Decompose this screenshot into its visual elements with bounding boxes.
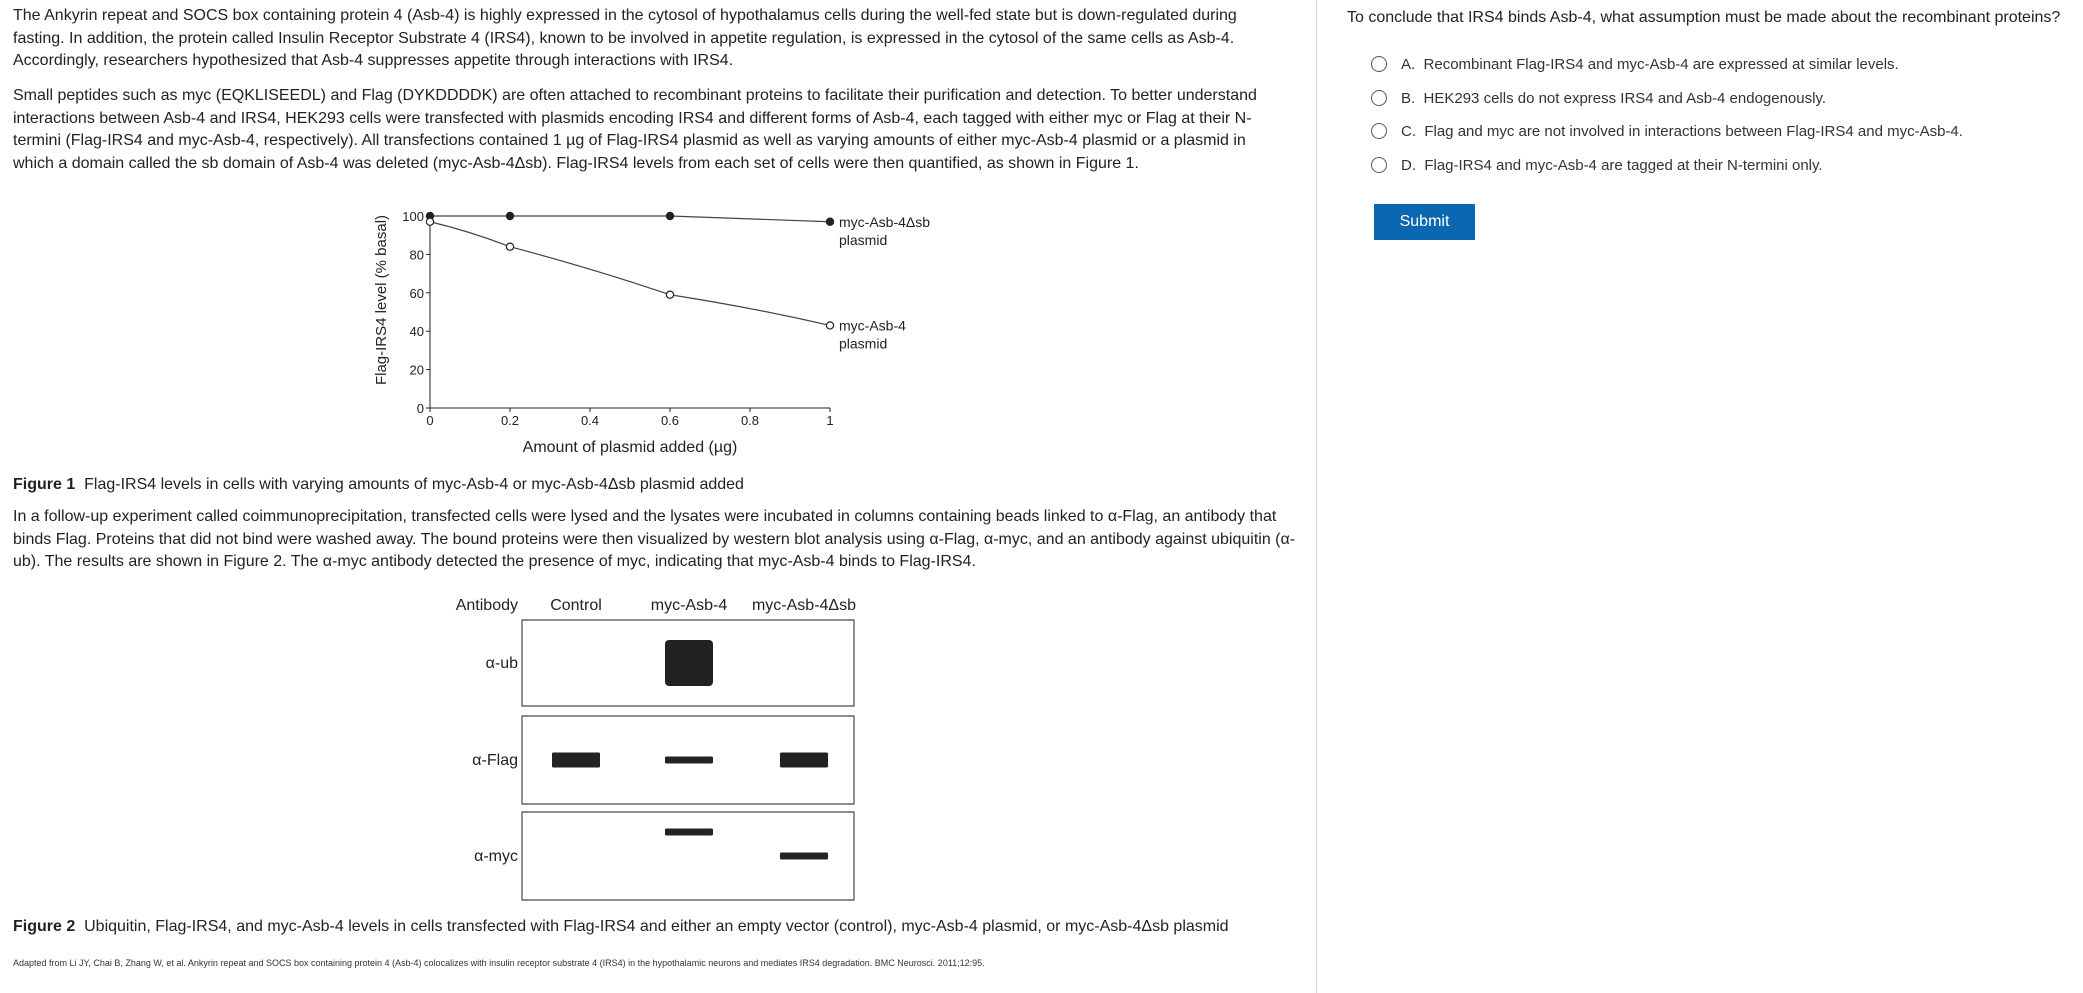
passage-paragraph-1: The Ankyrin repeat and SOCS box containing protein 4 (Asb-4) is highly expressed in the cytosol of hypothalamus cells during the well-fed state but is down-regulated during fasting. In addition, the protein called Insulin Receptor Substrate 4 (IRS4), known to be involved in appetite regulation, is expressed in the cytosol of the same cells as Asb-4. Accordingly, researchers hypothesized that Asb-4 suppresses appetite through interactions with IRS4.: [13, 7, 1237, 69]
blot-band: [665, 829, 713, 836]
series-label-line-2: plasmid: [839, 231, 888, 248]
y-tick-label: 80: [409, 247, 424, 263]
blot-band: [665, 757, 713, 764]
answer-option-b-text: B. HEK293 cells do not express IRS4 and Asb-4 endogenously.: [1401, 89, 1827, 107]
passage-paragraph-2: Small peptides such as myc (EQKLISEEDL) and Flag (DYKDDDDK) are often attached to recombinant proteins to facilitate their purification and detection. To better understand interactions between Asb-4 and IRS4, HEK293 cells were transfected with plasmids encoding IRS4 and different forms of Asb-4, each tagged with either myc or Flag at their N-termini (Flag-IRS4 and myc-Asb-4, respectively). All transfections contained 1 µg of Flag-IRS4 plasmid as well as varying amounts of either myc-Asb-4 plasmid or a plasmid in which a domain called the sb domain of Asb-4 was deleted (myc-Asb-4Δsb). Flag-IRS4 levels from each set of cells were then quantified, as shown in Figure 1.: [13, 87, 1257, 172]
blot-antibody-label: α-ub: [485, 655, 518, 672]
data-point: [826, 322, 833, 329]
data-point: [506, 212, 513, 219]
series-label: myc-Asb-4: [839, 317, 906, 334]
figure-1-label: Figure 1: [13, 476, 76, 493]
citation: Adapted from Li JY, Chai B, Zhang W, et al. Ankyrin repeat and SOCS box containing protein 4 (Asb-4) colocalizes with insulin receptor substrate 4 (IRS4) in the hypothalamic neurons and mediates IRS4 degradation. BMC Neurosci. 2011;12:95.: [13, 958, 985, 968]
question-pane: [1317, 0, 2083, 993]
blot-band: [552, 753, 600, 768]
data-point: [506, 243, 513, 250]
blot-antibody-label: α-myc: [474, 848, 518, 865]
blot-header-antibody: Antibody: [455, 597, 518, 614]
figure-1-caption: [13, 474, 744, 496]
x-tick-label: 1: [826, 413, 834, 428]
series-label: myc-Asb-4Δsb: [839, 213, 931, 230]
x-tick-label: 0.2: [500, 413, 520, 428]
blot-band: [780, 853, 828, 860]
radio-button-b[interactable]: [1371, 90, 1387, 106]
passage-paragraph-3: In a follow-up experiment called coimmunoprecipitation, transfected cells were lysed and the lysates were incubated in columns containing beads linked to α-Flag, an antibody that binds Flag. Proteins that did not bind were washed away. The bound proteins were then visualized by western blot analysis using α-Flag, α-myc, and an antibody against ubiquitin (α-ub). The results are shown in Figure 2. The α-myc antibody detected the presence of myc, indicating that myc-Asb-4 binds to Flag-IRS4.: [13, 508, 1296, 570]
figure-1-chart: [360, 196, 1000, 466]
submit-button[interactable]: Submit: [1374, 204, 1475, 240]
x-tick-label: 0: [426, 413, 434, 428]
series-line-asb4-dsb: [430, 216, 830, 222]
answer-option-a-text: A. Recombinant Flag-IRS4 and myc-Asb-4 are expressed at similar levels.: [1401, 55, 1899, 73]
answer-option-c[interactable]: [1371, 119, 1963, 143]
answer-option-b[interactable]: [1371, 86, 1826, 110]
answer-option-a[interactable]: [1371, 52, 1899, 76]
series-line-asb4: [430, 222, 830, 326]
x-tick-label: 0.6: [660, 413, 680, 428]
x-axis-label: Amount of plasmid added (µg): [522, 439, 738, 456]
answer-option-c-text: C. Flag and myc are not involved in interactions between Flag-IRS4 and myc-Asb-4.: [1401, 122, 1963, 140]
blot-column-header: Control: [550, 597, 602, 614]
data-point: [666, 212, 673, 219]
answer-option-d-text: D. Flag-IRS4 and myc-Asb-4 are tagged at their N-termini only.: [1401, 156, 1823, 174]
figure-1-caption-text: Flag-IRS4 levels in cells with varying amounts of myc-Asb-4 or myc-Asb-4Δsb plasmid added: [84, 476, 744, 493]
series-label-line-2: plasmid: [839, 335, 888, 352]
data-point: [826, 218, 833, 225]
figure-2-western-blot: [440, 592, 880, 904]
y-tick-label: 0: [416, 401, 424, 416]
blot-column-header: myc-Asb-4: [650, 597, 728, 614]
blot-antibody-label: α-Flag: [472, 752, 518, 769]
radio-button-a[interactable]: [1371, 56, 1387, 72]
blot-band: [665, 640, 713, 686]
question-stem: To conclude that IRS4 binds Asb-4, what assumption must be made about the recombinant proteins?: [1347, 9, 2061, 26]
y-tick-label: 60: [409, 285, 424, 301]
data-point: [426, 218, 433, 225]
y-tick-label: 100: [402, 209, 424, 224]
y-tick-label: 20: [409, 362, 424, 378]
y-tick-label: 40: [409, 324, 424, 340]
answer-option-d[interactable]: [1371, 153, 1823, 177]
blot-column-header: myc-Asb-4Δsb: [751, 597, 857, 614]
radio-button-d[interactable]: [1371, 157, 1387, 173]
figure-2-caption-text: Ubiquitin, Flag-IRS4, and myc-Asb-4 levels in cells transfected with Flag-IRS4 and either an empty vector (control), myc-Asb-4 plasmid, or myc-Asb-4Δsb plasmid: [84, 918, 1229, 935]
x-tick-label: 0.4: [580, 413, 600, 428]
figure-2-label: Figure 2: [13, 918, 76, 935]
data-point: [666, 291, 673, 298]
x-tick-label: 0.8: [740, 413, 760, 428]
radio-button-c[interactable]: [1371, 123, 1387, 139]
figure-2-caption: [13, 916, 1229, 938]
y-axis-label: Flag-IRS4 level (% basal): [373, 214, 390, 386]
blot-band: [780, 753, 828, 768]
